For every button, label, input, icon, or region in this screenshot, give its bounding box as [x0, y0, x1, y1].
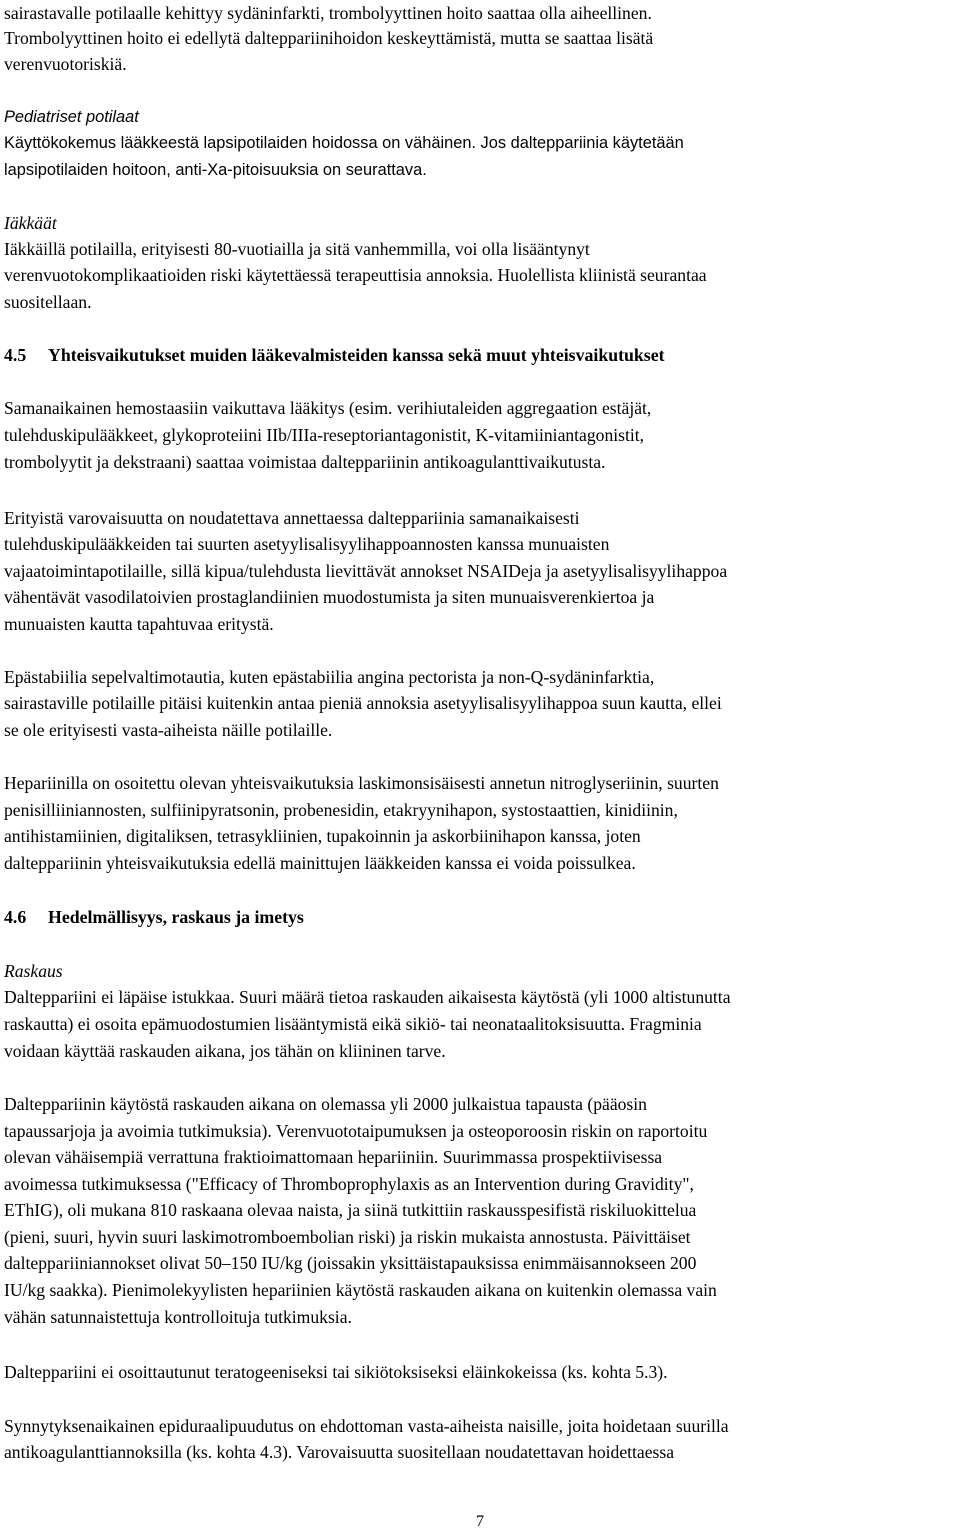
- pediatric-line: Käyttökokemus lääkkeestä lapsipotilaiden hoidossa on vähäinen. Jos dalteppariinia käytetään: [4, 134, 684, 152]
- section-title: Hedelmällisyys, raskaus ja imetys: [48, 907, 304, 927]
- paragraph-line: penisilliiniannosten, sulfiinipyratsonin, probenesidin, etakryynihapon, systostaattien, kinidiinin,: [4, 800, 678, 820]
- paragraph-line: Dalteppariinin käytöstä raskauden aikana on olemassa yli 2000 julkaistua tapausta (pääosin: [4, 1094, 647, 1114]
- elderly-heading: Iäkkäät: [4, 213, 57, 233]
- paragraph-line: vajaatoimintapotilaille, sillä kipua/tulehdusta lievittävät annokset NSAIDeja ja asetyylisalisyylihappoa: [4, 561, 728, 581]
- paragraph-line: sairastaville potilaille pitäisi kuitenkin antaa pieniä annoksia asetyylisalisyylihappoa suun kautta, ellei: [4, 693, 722, 713]
- intro-line: sairastavalle potilaalle kehittyy sydäninfarkti, trombolyyttinen hoito saattaa olla aiheellinen.: [4, 3, 652, 23]
- paragraph-line: IU/kg saakka). Pienimolekyylisten hepariinien käytöstä raskauden aikana on kuitenkin olemassa vain: [4, 1280, 717, 1300]
- intro-line: verenvuotoriskiä.: [4, 54, 127, 74]
- paragraph-line: Synnytyksenaikainen epiduraalipuudutus on ehdottoman vasta-aiheista naisille, joita hoidetaan suurilla: [4, 1416, 729, 1436]
- section-4-6-heading: [4, 904, 304, 930]
- paragraph-line: tulehduskipulääkkeiden tai suurten asetyylisalisyylihappoannosten kanssa munuaisten: [4, 534, 610, 554]
- paragraph-line: se ole erityisesti vasta-aiheista näille potilaille.: [4, 720, 333, 740]
- paragraph-line: antikoagulanttiannoksilla (ks. kohta 4.3). Varovaisuutta suositellaan noudatettavan hoidettaessa: [4, 1442, 675, 1462]
- paragraph-line: dalteppariinin yhteisvaikutuksia edellä mainittujen lääkkeiden kanssa ei voida poissulkea.: [4, 853, 636, 873]
- paragraph-line: munuaisten kautta tapahtuvaa eritystä.: [4, 614, 274, 634]
- paragraph-line: dalteppariiniannokset olivat 50–150 IU/kg (joissakin yksittäistapauksissa enimmäisannokseen 200: [4, 1253, 697, 1273]
- section-title: Yhteisvaikutukset muiden lääkevalmisteiden kanssa sekä muut yhteisvaikutukset: [48, 345, 665, 365]
- elderly-line: Iäkkäillä potilailla, erityisesti 80-vuotiailla ja sitä vanhemmilla, voi olla lisääntynyt: [4, 239, 590, 259]
- paragraph-line: tulehduskipulääkkeet, glykoproteiini IIb/IIIa-reseptoriantagonistit, K-vitamiiniantagonistit,: [4, 425, 645, 445]
- paragraph-line: Dalteppariini ei osoittautunut teratogeeniseksi tai sikiötoksiseksi eläinkokeissa (ks. kohta 5.3).: [4, 1362, 668, 1382]
- paragraph-line: avoimessa tutkimuksessa ("Efficacy of Thromboprophylaxis as an Intervention during Gravidity",: [4, 1174, 694, 1194]
- paragraph-line: (pieni, suuri, hyvin suuri laskimotromboembolian riski) ja riskin mukaista annostusta. Päivittäiset: [4, 1227, 691, 1247]
- page-number: 7: [476, 1513, 484, 1530]
- paragraph-line: raskautta) ei osoita epämuodostumien lisääntymistä eikä sikiö- tai neonataalitoksisuutta. Fragminia: [4, 1014, 702, 1034]
- paragraph-line: trombolyytit ja dekstraani) saattaa voimistaa dalteppariinin antikoagulanttivaikutusta.: [4, 452, 606, 472]
- paragraph-line: Samanaikainen hemostaasiin vaikuttava lääkitys (esim. verihiutaleiden aggregaation estäjät,: [4, 398, 652, 418]
- section-number: 4.5: [4, 345, 27, 365]
- section-4-5-heading: [4, 342, 665, 368]
- elderly-line: suositellaan.: [4, 292, 92, 312]
- paragraph-line: vähän satunnaistettuja kontrolloituja tutkimuksia.: [4, 1307, 352, 1327]
- paragraph-line: tapaussarjoja ja avoimia tutkimuksia). Verenvuototaipumuksen ja osteoporoosin riskin on raportoitu: [4, 1121, 708, 1141]
- paragraph-line: vähentävät vasodilatoivien prostaglandiinien muodostumista ja siten munuaisverenkiertoa ja: [4, 587, 655, 607]
- elderly-line: verenvuotokomplikaatioiden riski käytettäessä terapeuttisia annoksia. Huolellista kliinistä seurantaa: [4, 265, 707, 285]
- paragraph-line: antihistamiinien, digitaliksen, tetrasykliinien, tupakoinnin ja askorbiinihapon kanssa, joten: [4, 826, 641, 846]
- paragraph-line: olevan vähäisempiä verrattuna fraktioimattomaan hepariiniin. Suurimmassa prospektiivisessa: [4, 1147, 663, 1167]
- pregnancy-heading: Raskaus: [4, 961, 63, 981]
- paragraph-line: voidaan käyttää raskauden aikana, jos tähän on kliininen tarve.: [4, 1041, 446, 1061]
- pediatric-heading: Pediatriset potilaat: [4, 108, 139, 126]
- paragraph-line: Hepariinilla on osoitettu olevan yhteisvaikutuksia laskimonsisäisesti annetun nitroglyseriinin, suurten: [4, 773, 719, 793]
- paragraph-line: Erityistä varovaisuutta on noudatettava annettaessa dalteppariinia samanaikaisesti: [4, 508, 580, 528]
- paragraph-line: Epästabiilia sepelvaltimotautia, kuten epästabiilia angina pectorista ja non-Q-sydäninfarktia,: [4, 667, 655, 687]
- intro-line: Trombolyyttinen hoito ei edellytä dalteppariinihoidon keskeyttämistä, mutta se saattaa lisätä: [4, 28, 654, 48]
- pediatric-line: lapsipotilaiden hoitoon, anti-Xa-pitoisuuksia on seurattava.: [4, 161, 427, 179]
- paragraph-line: Dalteppariini ei läpäise istukkaa. Suuri määrä tietoa raskauden aikaisesta käytöstä (yli 1000 altistunutta: [4, 987, 731, 1007]
- section-number: 4.6: [4, 907, 27, 927]
- paragraph-line: EThIG), oli mukana 810 raskaana olevaa naista, ja siinä tutkittiin raskausspesifistä riskiluokittelua: [4, 1200, 697, 1220]
